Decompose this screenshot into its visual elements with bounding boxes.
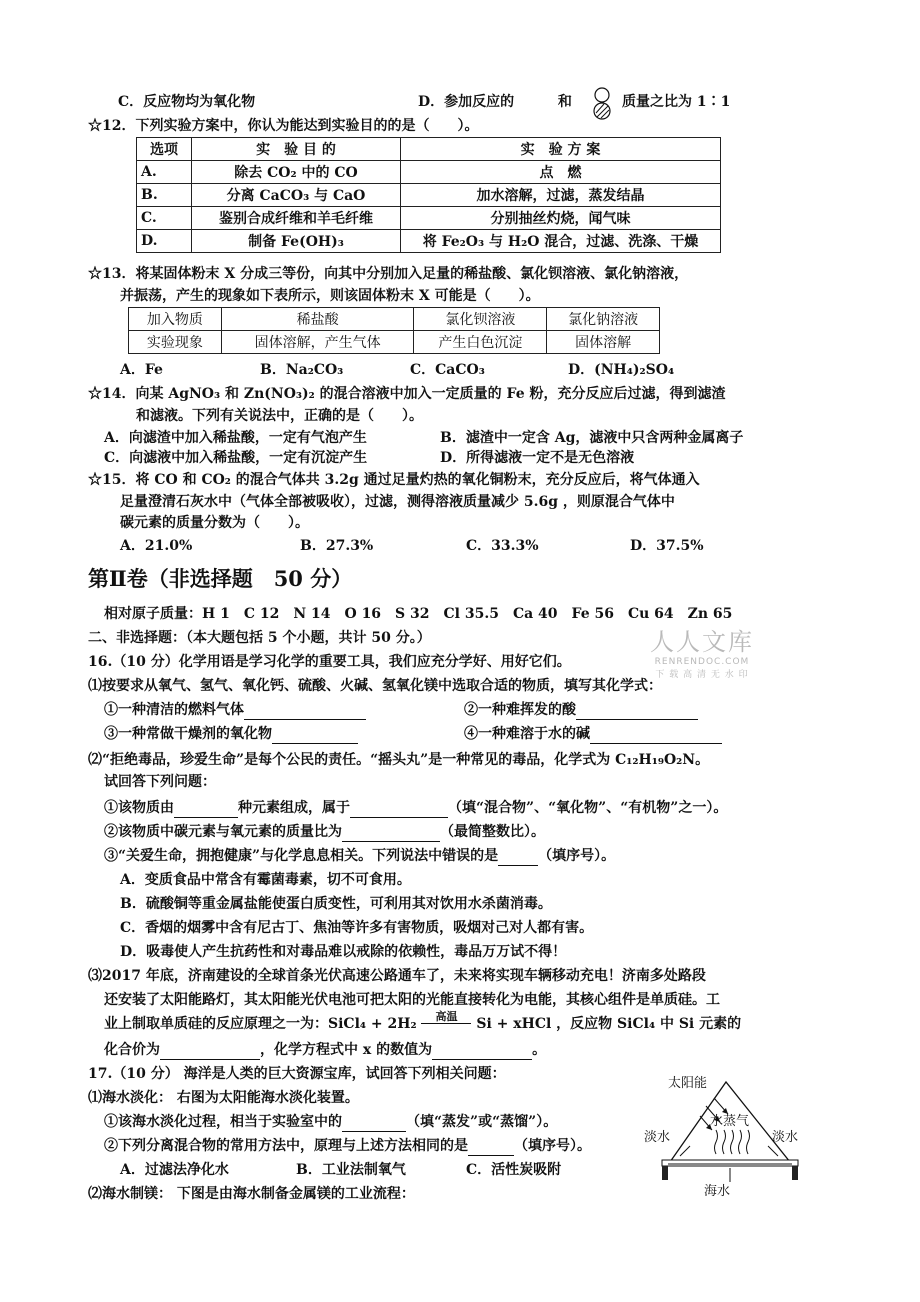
molecule-icon (588, 86, 618, 122)
q13-cell: 固体溶解 (547, 331, 660, 354)
q13-stem-2: 并振荡，产生的现象如下表所示，则该固体粉末 X 可能是（ ）。 (120, 288, 540, 304)
q14-stem-2: 和滤液。下列有关说法中，正确的是（ ）。 (136, 408, 423, 424)
q17-stem: 17.（10 分） 海洋是人类的巨大资源宝库，试回答下列相关问题： (88, 1066, 506, 1082)
q16-1-4: ④一种难溶于水的碱 (464, 724, 722, 744)
q16-part-2: ⑵“拒绝毒品，珍爱生命”是每个公民的责任。“摇头丸”是一种常见的毒品，化学式为 C₁₂H₁₉O₂N。 (88, 752, 710, 768)
q17-option-a: A．过滤法净化水 (120, 1162, 229, 1178)
q17-option-b: B．工业法制氧气 (296, 1162, 406, 1178)
q14-option-b: B．滤渣中一定含 Ag，滤液中只含两种金属离子 (440, 430, 744, 446)
answer-blank[interactable] (432, 1043, 532, 1060)
q16-part-2-prompt: 试回答下列问题： (104, 774, 216, 790)
q16-option-a: A．变质食品中常含有霉菌毒素，切不可食用。 (120, 872, 411, 888)
q16-2-3: ③“关爱生命，拥抱健康”与化学息息相关。下列说法中错误的是 （填序号）。 (104, 848, 616, 864)
q13-cell: 产生白色沉淀 (414, 331, 547, 354)
label-fresh-right: 淡水 (772, 1130, 799, 1145)
q11-option-d-ratio: 质量之比为 1∶1 (622, 94, 731, 110)
q12-cell: C. (137, 207, 192, 230)
q16-part-3b: 还安装了太阳能路灯，其太阳能光伏电池可把太阳的光能直接转化为电能，其核心组件是单质硅。工 (104, 992, 720, 1008)
q17-part-2: ⑵海水制镁： 下图是由海水制备金属镁的工业流程： (88, 1186, 415, 1202)
q12-cell: 分离 CaCO₃ 与 CaO (192, 184, 401, 207)
q15-stem-1: ☆15．将 CO 和 CO₂ 的混合气体共 3.2g 通过足量灼热的氧化铜粉末，充分反应后，将气体通入 (88, 472, 700, 488)
watermark-name: 人人文库 (650, 628, 754, 656)
q11-option-d: D．参加反应的 和 (418, 94, 572, 110)
reaction-condition: 高温 (421, 1011, 471, 1024)
q12-cell: D. (137, 230, 192, 253)
q12-cell: 加水溶解，过滤，蒸发结晶 (401, 184, 721, 207)
q17-part-1: ⑴海水淡化： 右图为太阳能海水淡化装置。 (88, 1090, 359, 1106)
q14-option-c: C．向滤液中加入稀盐酸，一定有沉淀产生 (104, 450, 368, 466)
q15-stem-3: 碳元素的质量分数为（ ）。 (120, 515, 309, 531)
answer-blank[interactable] (468, 1139, 514, 1156)
q16-option-c: C．香烟的烟雾中含有尼古丁、焦油等许多有害物质，吸烟对己对人都有害。 (120, 920, 594, 936)
section-2-title: 第Ⅱ卷（非选择题 50 分） (88, 566, 353, 591)
q16-part-3c: 业上制取单质硅的反应原理之一为：SiCl₄ + 2H₂ 高温 Si + xHCl ，反应物 SiCl₄ 中 Si 元素的 (104, 1010, 742, 1032)
answer-blank[interactable] (350, 801, 448, 818)
q13-table (128, 307, 660, 354)
watermark-tag: 下 载 高 清 无 水 印 (655, 670, 749, 680)
q12-cell: 分别抽丝灼烧，闻气味 (401, 207, 721, 230)
q12-header-option: 选项 (137, 138, 192, 161)
q13-cell: 加入物质 (129, 308, 222, 331)
answer-blank[interactable] (160, 1043, 260, 1060)
q16-1-3: ③一种常做干燥剂的氧化物 (104, 724, 358, 744)
label-vapor: 水蒸气 (710, 1114, 750, 1129)
label-fresh-left: 淡水 (644, 1130, 671, 1145)
answer-blank[interactable] (498, 849, 538, 866)
q13-cell: 氯化钡溶液 (414, 308, 547, 331)
q15-option-c: C．33.3% (466, 538, 539, 554)
answer-blank[interactable] (590, 727, 722, 744)
q14-stem-1: ☆14．向某 AgNO₃ 和 Zn(NO₃)₂ 的混合溶液中加入一定质量的 Fe 粉，充分反应后过滤，得到滤渣 (88, 386, 726, 402)
q12-cell: 鉴别合成纤维和羊毛纤维 (192, 207, 401, 230)
q13-option-c: C．CaCO₃ (410, 362, 485, 378)
q13-option-b: B．Na₂CO₃ (260, 362, 344, 378)
q16-option-b: B．硫酸铜等重金属盐能使蛋白质变性，可利用其对饮用水杀菌消毒。 (120, 896, 552, 912)
solar-desalination-diagram (644, 1072, 810, 1202)
q12-cell: A. (137, 161, 192, 184)
answer-blank[interactable] (342, 825, 440, 842)
watermark-site: RENRENDOC.COM (654, 657, 750, 667)
q16-2-2: ②该物质中碳元素与氧元素的质量比为 （最简整数比）。 (104, 824, 545, 840)
section-2-heading: 二、非选择题：（本大题包括 5 个小题，共计 50 分。） (88, 630, 431, 646)
q14-option-d: D．所得滤液一定不是无色溶液 (440, 450, 635, 466)
q13-option-d: D．(NH₄)₂SO₄ (568, 362, 675, 378)
answer-blank[interactable] (342, 1115, 406, 1132)
q11-option-c: C．反应物均为氧化物 (118, 94, 256, 110)
q17-option-c: C．活性炭吸附 (466, 1162, 562, 1178)
q16-part-3a: ⑶2017 年底，济南建设的全球首条光伏高速公路通车了，未来将实现车辆移动充电！济南多处路段 (88, 968, 706, 984)
q17-1-2: ②下列分离混合物的常用方法中，原理与上述方法相同的是 （填序号）。 (104, 1138, 591, 1154)
label-solar: 太阳能 (668, 1076, 708, 1091)
q13-cell: 实验现象 (129, 331, 222, 354)
q16-part-3d: 化合价为 ，化学方程式中 x 的数值为 。 (104, 1042, 547, 1058)
q12-cell: B. (137, 184, 192, 207)
q12-cell: 将 Fe₂O₃ 与 H₂O 混合，过滤、洗涤、干燥 (401, 230, 721, 253)
answer-blank[interactable] (244, 703, 366, 720)
q12-header-purpose: 实 验 目 的 (192, 138, 401, 161)
q13-cell: 固体溶解，产生气体 (221, 331, 414, 354)
q12-table (136, 137, 721, 253)
q14-option-a: A．向滤渣中加入稀盐酸，一定有气泡产生 (104, 430, 367, 446)
answer-blank[interactable] (174, 801, 238, 818)
q12-cell: 制备 Fe(OH)₃ (192, 230, 401, 253)
q13-option-a: A．Fe (120, 362, 163, 378)
q12-cell: 除去 CO₂ 中的 CO (192, 161, 401, 184)
answer-blank[interactable] (272, 727, 358, 744)
q13-cell: 氯化钠溶液 (547, 308, 660, 331)
q17-1-1: ①该海水淡化过程，相当于实验室中的 （填“蒸发”或“蒸馏”）。 (104, 1114, 558, 1130)
q16-2-1: ①该物质由 种元素组成，属于 （填“混合物”、“氧化物”、“有机物”之一）。 (104, 800, 728, 816)
q12-header-plan: 实 验 方 案 (401, 138, 721, 161)
q12-cell: 点 燃 (401, 161, 721, 184)
watermark (650, 622, 754, 680)
q16-stem: 16.（10 分）化学用语是学习化学的重要工具，我们应充分学好、用好它们。 (88, 654, 571, 670)
atomic-mass: 相对原子质量：H 1 C 12 N 14 O 16 S 32 Cl 35.5 Ca 40 Fe 56 Cu 64 Zn 65 (104, 606, 733, 622)
q15-option-b: B．27.3% (300, 538, 374, 554)
q15-option-a: A．21.0% (120, 538, 193, 554)
q15-option-d: D．37.5% (630, 538, 704, 554)
q13-cell: 稀盐酸 (221, 308, 414, 331)
label-sea: 海水 (704, 1184, 731, 1199)
q15-stem-2: 足量澄清石灰水中（气体全部被吸收），过滤，测得溶液质量减少 5.6g ，则原混合气体中 (120, 494, 675, 510)
q12-stem: ☆12．下列实验方案中，你认为能达到实验目的的是（ ）。 (88, 118, 479, 134)
answer-blank[interactable] (576, 703, 698, 720)
q16-part-1: ⑴按要求从氧气、氢气、氧化钙、硫酸、火碱、氢氧化镁中选取合适的物质，填写其化学式： (88, 678, 662, 694)
q16-1-2: ②一种难挥发的酸 (464, 700, 698, 720)
q16-1-1: ①一种清洁的燃料气体 (104, 700, 366, 720)
q16-option-d: D．吸毒使人产生抗药性和对毒品难以戒除的依赖性，毒品万万试不得！ (120, 944, 567, 960)
q13-stem-1: ☆13．将某固体粉末 X 分成三等份，向其中分别加入足量的稀盐酸、氯化钡溶液、氯化钠溶液， (88, 266, 689, 282)
